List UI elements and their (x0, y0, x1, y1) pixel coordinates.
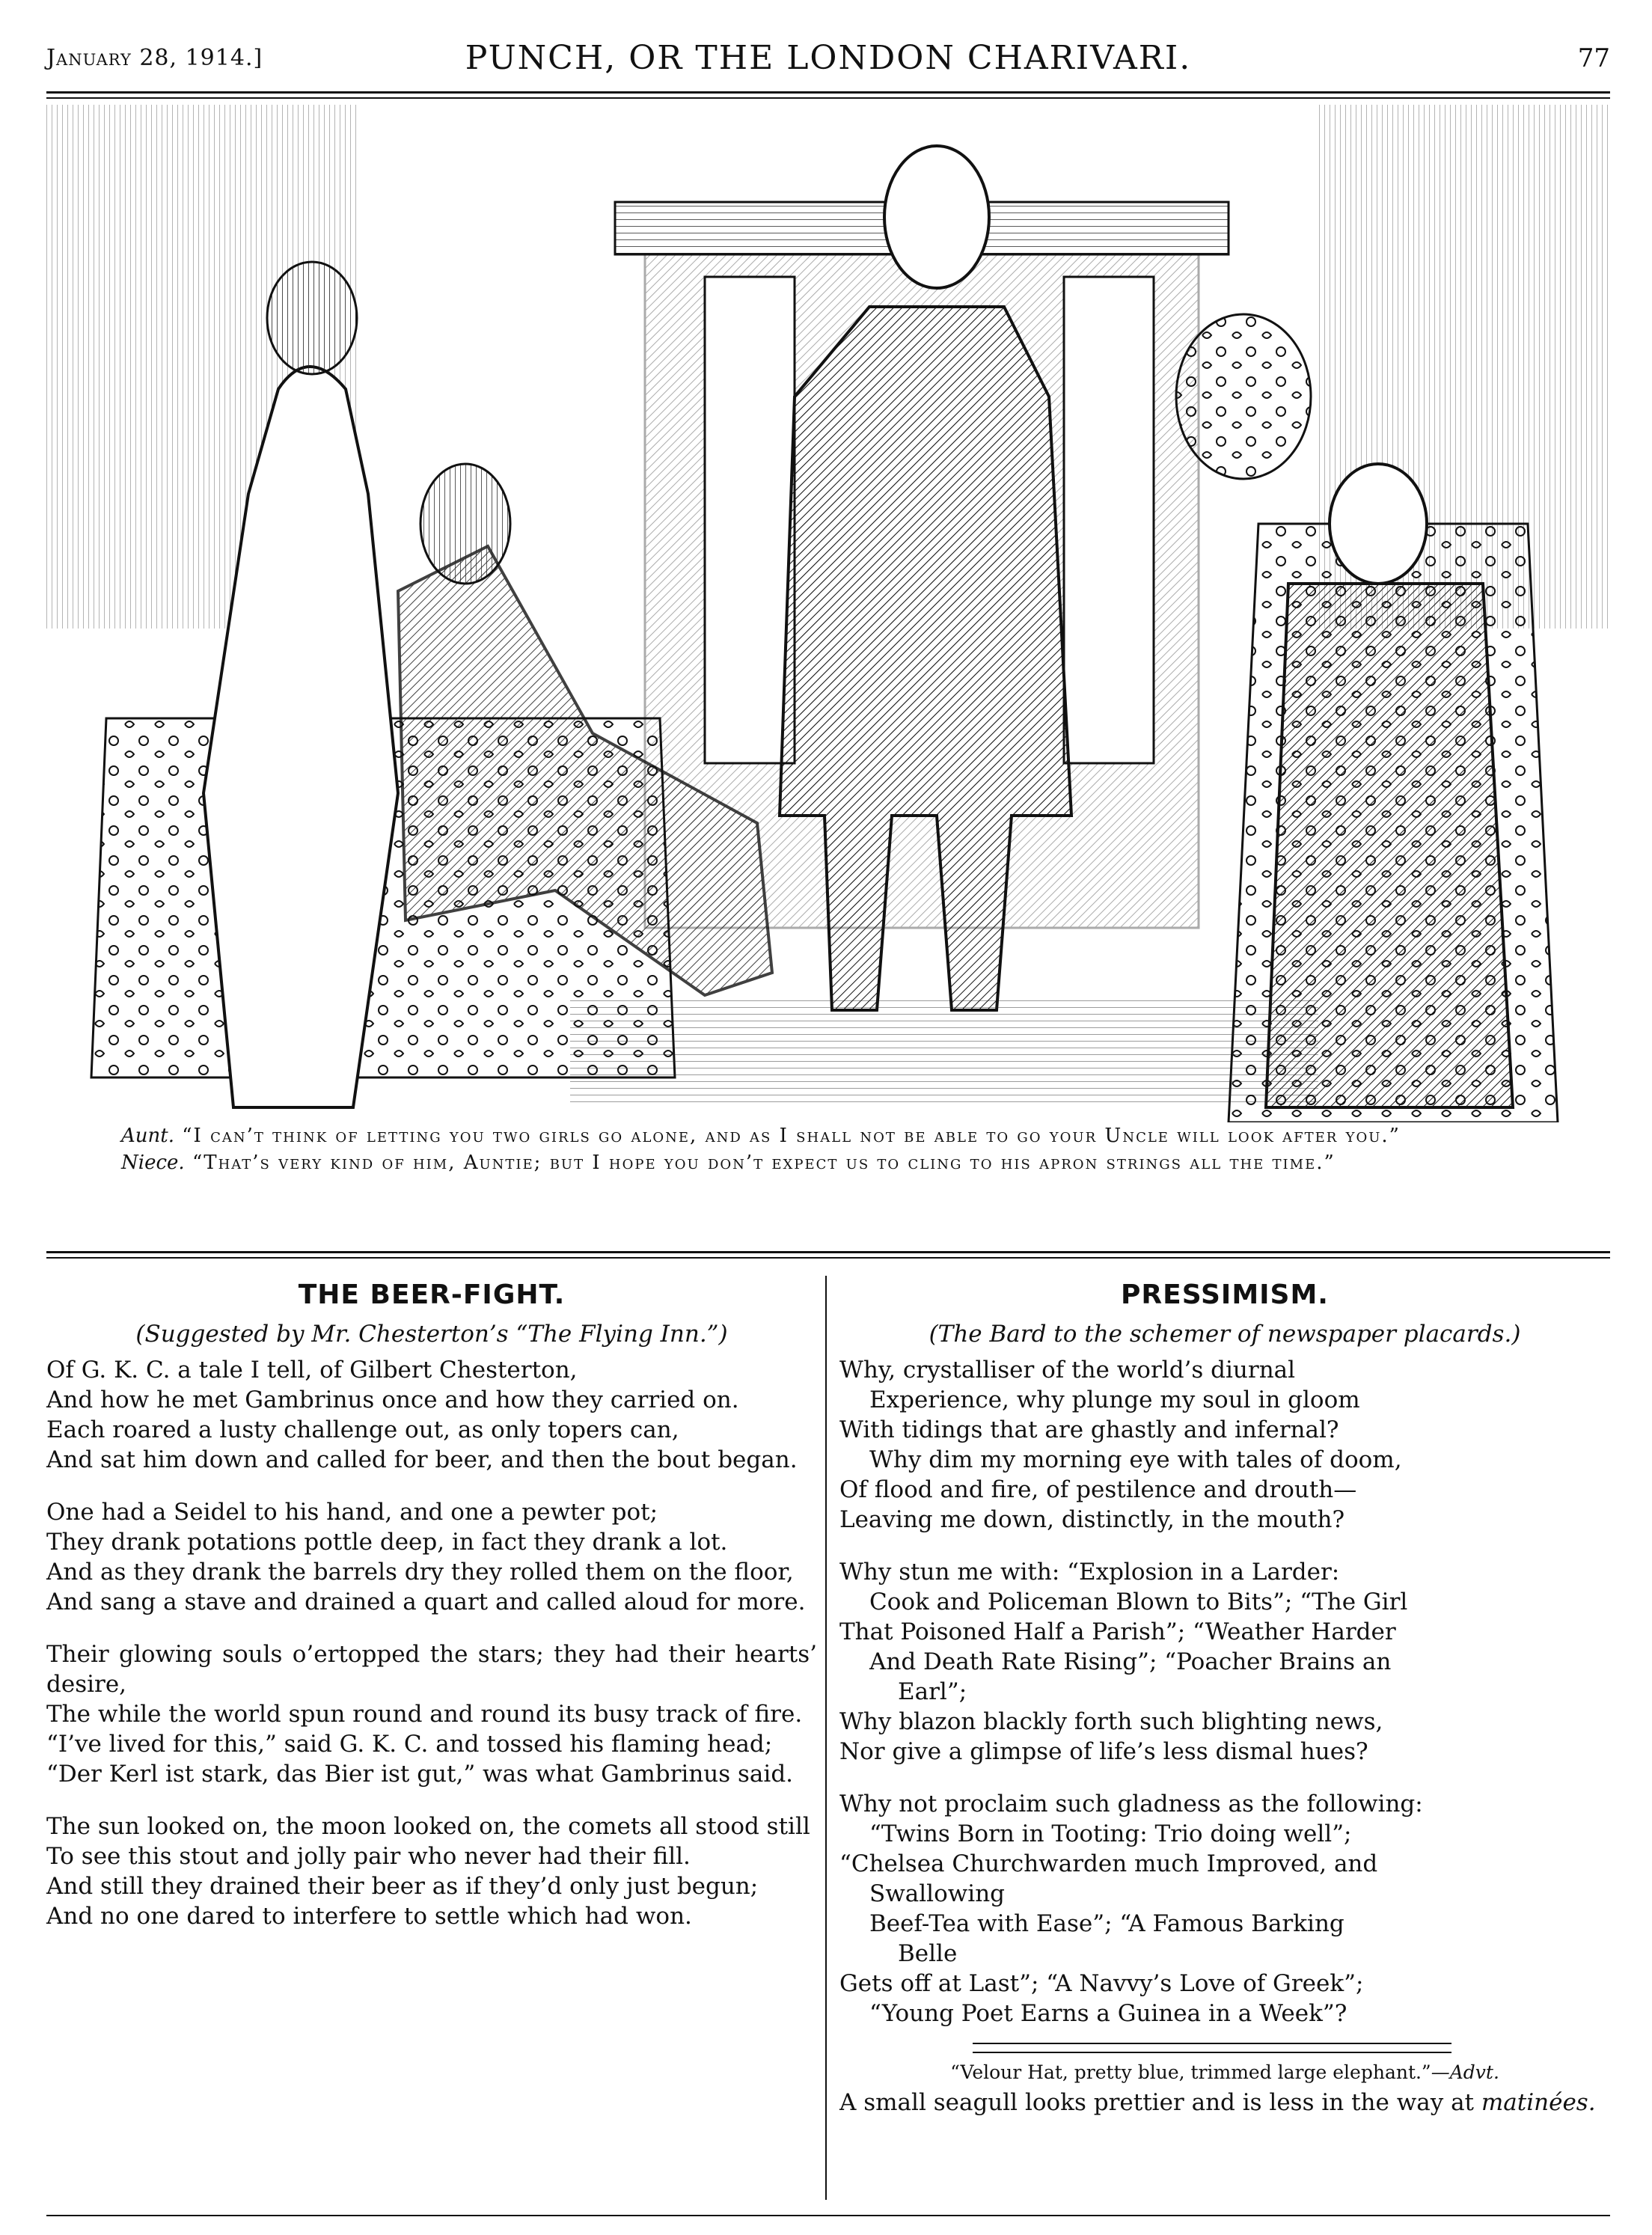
poem-line: “Young Poet Earns a Guinea in a Week”? (869, 2000, 1347, 2027)
caption-speaker: Aunt. (121, 1125, 174, 1147)
cartoon-caption (46, 1122, 1610, 1176)
advertisement-quote (839, 2061, 1610, 2083)
poem-line: Why stun me with: “Explosion in a Larder: (839, 1559, 1340, 1586)
poem-line: Why dim my morning eye with tales of doom, (869, 1446, 1402, 1473)
poem-line: Leaving me down, distinctly, in the mouth? (839, 1506, 1345, 1533)
caption-rule (46, 1251, 1610, 1259)
header-rule (46, 91, 1610, 99)
poem-line: Experience, why plunge my soul in gloom (869, 1386, 1360, 1413)
page-bottom-rule (46, 2215, 1610, 2216)
stanza (46, 1497, 817, 1617)
caption-text: “That’s very kind of him, Auntie; but I hope you don’t expect us to cling to his apron strings all the time.” (192, 1152, 1336, 1174)
poem-line: And as they drank the barrels dry they rolled them on the floor, (46, 1559, 794, 1586)
poem-title: PRESSIMISM. (1121, 1279, 1329, 1310)
caption-line-niece (46, 1149, 1610, 1176)
poem-line: That Poisoned Half a Parish”; “Weather Harder (839, 1618, 1396, 1645)
poem-line: “Twins Born in Tooting: Trio doing well”; (869, 1820, 1352, 1847)
beer-fight-poem (46, 1279, 817, 1954)
stanza (46, 1355, 817, 1475)
page-header (46, 39, 1610, 84)
poem-line: Their glowing souls o’ertopped the stars; they had their hearts’ desire, (46, 1641, 817, 1698)
caption-line-aunt (46, 1122, 1610, 1149)
poem-line: The sun looked on, the moon looked on, the comets all stood still (46, 1813, 810, 1840)
masthead: PUNCH, OR THE LONDON CHARIVARI. (465, 39, 1192, 77)
page-number: 77 (1577, 43, 1610, 73)
poem-line: Swallowing (869, 1880, 1006, 1907)
poem-line: And how he met Gambrinus once and how they carried on. (46, 1386, 739, 1413)
stanza (46, 1811, 817, 1931)
poem-line: The while the world spun round and round its busy track of fire. (46, 1701, 803, 1728)
issue-date: January 28, 1914.] (46, 45, 263, 71)
poem-line: To see this stout and jolly pair who never had their fill. (46, 1843, 691, 1870)
stanza (839, 1355, 1610, 1535)
poem-line: Cook and Policeman Blown to Bits”; “The Girl (869, 1589, 1408, 1615)
caption-speaker: Niece. (121, 1152, 185, 1174)
poem-line: And still they drained their beer as if they’d only just begun; (46, 1873, 759, 1900)
poem-subtitle: (Suggested by Mr. Chesterton’s “The Flying Inn.”) (135, 1321, 728, 1348)
poem-line: Why blazon blackly forth such blighting news, (839, 1708, 1383, 1735)
stanza (46, 1639, 817, 1789)
column-divider (825, 1276, 827, 2200)
section-ornament (973, 2043, 1451, 2053)
poem-line: Nor give a glimpse of life’s less dismal hues? (839, 1738, 1368, 1765)
poem-line: One had a Seidel to his hand, and one a pewter pot; (46, 1499, 658, 1526)
caption-text: “I can’t think of letting you two girls go alone, and as I shall not be able to go your Uncle will look after you.” (182, 1125, 1401, 1147)
poem-line: And Death Rate Rising”; “Poacher Brains an (869, 1648, 1392, 1675)
poem-line: And no one dared to interfere to settle which had won. (46, 1903, 692, 1930)
poem-line: Why not proclaim such gladness as the following: (839, 1791, 1423, 1817)
poem-line: Each roared a lusty challenge out, as only topers can, (46, 1416, 679, 1443)
poem-subtitle: (The Bard to the schemer of newspaper placards.) (929, 1321, 1521, 1348)
poem-line: Of flood and fire, of pestilence and drouth— (839, 1476, 1357, 1503)
poem-line: And sang a stave and drained a quart and called aloud for more. (46, 1589, 806, 1615)
poem-line: Gets off at Last”; “A Navvy’s Love of Greek”; (839, 1970, 1364, 1997)
poem-line: “Chelsea Churchwarden much Improved, and (839, 1850, 1378, 1877)
advt-comment-italic: matinées. (1481, 2089, 1596, 2116)
poem-line: With tidings that are ghastly and infernal? (839, 1416, 1339, 1443)
poem-line: “I’ve lived for this,” said G. K. C. and tossed his flaming head; (46, 1731, 773, 1758)
poem-line: And sat him down and called for beer, and then the bout began. (46, 1446, 798, 1473)
poem-line: Of G. K. C. a tale I tell, of Gilbert Chesterton, (46, 1357, 578, 1384)
advt-source: —Advt. (1431, 2061, 1499, 2083)
poem-line: Earl”; (898, 1678, 967, 1705)
advt-comment: A small seagull looks prettier and is less in the way at (839, 2089, 1475, 2116)
poem-title: THE BEER-FIGHT. (298, 1279, 566, 1310)
poem-line: Belle (898, 1940, 958, 1967)
poem-line: Why, crystalliser of the world’s diurnal (839, 1357, 1296, 1384)
pressimism-poem (839, 1279, 1610, 2051)
stanza (839, 1789, 1610, 2028)
poem-line: They drank potations pottle deep, in fact they drank a lot. (46, 1529, 728, 1556)
advertisement-comment (839, 2088, 1610, 2118)
cartoon-illustration (46, 105, 1610, 1122)
stanza (839, 1557, 1610, 1767)
poem-line: “Der Kerl ist stark, das Bier ist gut,” was what Gambrinus said. (46, 1761, 794, 1788)
advt-quote: “Velour Hat, pretty blue, trimmed large elephant.” (950, 2061, 1431, 2083)
poem-line: Beef-Tea with Ease”; “A Famous Barking (869, 1910, 1344, 1937)
